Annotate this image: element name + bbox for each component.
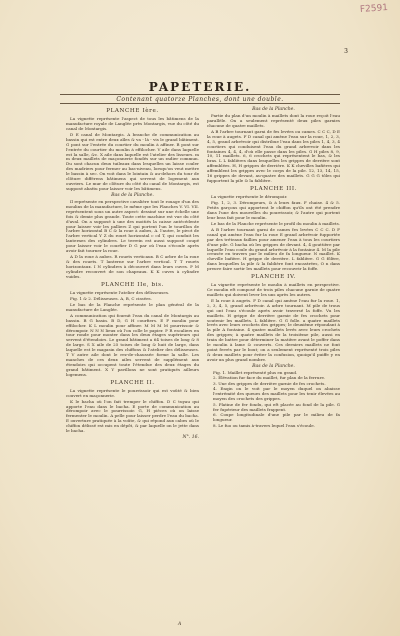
left-column <box>66 106 199 442</box>
signature-mark: A <box>178 622 182 627</box>
paragraph: Partie du plan d'un moulin à maillets dont la roue reçoit l'eau parallèle. On a seulement représenté deux piles garnies chacune de quatre maillets. <box>207 113 340 128</box>
section-heading: PLANCHE IV. <box>250 274 297 281</box>
paragraph: La vignette représente le pourrissoir qui est voûté & bien couvert en maçonnerie. <box>66 387 199 398</box>
paragraph: Le bas de la Planche représente le profil du moulin à maillets. <box>211 220 340 226</box>
paragraph: La vignette représente le moulin à maillets en perspective. Ce moulin eft composé de trois piles chacune garnie de quatre maillets qui doivent lever les uns après les autres. <box>207 282 340 297</box>
paragraph: Fig. 1, 2, 3. Dérompeurs, & à leurs faux. F chaise. 4 & 5. Petits garçons qui apportent le chiffon qu'ils ont été prendre dans l'une des mouvelles du pourrissoir, & l'autre qui portent leur bras fait pour le moulin. <box>207 199 340 220</box>
paragraph: La vignette représente l'aspect de tous les bâtimens de la manufacture royale de Langlée près Montargis, vue du côté du canal de Montargis. <box>66 116 199 131</box>
paragraph: A D la roue à aubes. R rouets verticaux. B C arbre de la roue & des rouets. T lanterne sur l'arbre vertical. T T rouets horizontaux. I N cylindres à découvert dans leurs cuves. P M cylindre recouvert de son chapeaux. K K cuves à cylindre vuides. <box>66 254 199 279</box>
paragraph: K le bacha où l'on fait tremper le chiffon. D C tuyau qui apporte l'eau dans le bacha. E porte de communication au dérompoir avec le pourrissoir. G, H pièces où on laisse fermenter le moulin. A pelle pour laisser perdre l'eau du bacha. E ouverture pratiquée à la voûte, & qui répond aux cabes où le chiffon délissé est mis en dépôt, & par laquelle on le jette dans le bacha. <box>66 398 199 434</box>
legend-item: 3. Une des grippes de derrière garnie de fes crochets. <box>213 380 326 386</box>
legend-list <box>207 371 340 429</box>
right-column <box>207 106 340 429</box>
paragraph: La vignette représente l'atelier des délisseuses. <box>70 289 170 295</box>
page-subtitle: Contenant quatorze Planches, dont une double. <box>116 96 284 103</box>
legend-item: 5. Platine de fer fondu, qui eft placée au fond de la pile. G fer fupérieur des maillets frappent. <box>213 401 340 412</box>
paragraph: Il représente en perspective cavalière tout le rouage d'un des moulins de la manufacture, le même que les Planches V. VI. VII. représentent sous un autre aspect: dessiné sur une échelle une fois & demie plus grande. Toute cette machine est vue du côté d'aval. On a supposé à une des moitiés la caisse antécédente pour laisser voir les palliers Z qui portent l'un le tourillon de l'arbre horizontal B C & la roue à aubes, A. l'autre, le pivot de l'arbre vertical Y Z du rouet horizontal c cd T, qui conduit les lanternes des cylindres. Le terrein est aussi supposé coupé pour laisser voir le courfier D G par où l'eau s'écoule après avoir fait tourner la roue. <box>66 198 199 254</box>
title-rule <box>60 94 340 95</box>
paragraph: E la roue à augets. F D canal qui amène l'eau fur la roue. 1, 2, 3, 4, 5, grand arbrévoir. A arbre tournant. M pile de trous qui ont l'eau s'écoule après avoir traversé la foffe. Vu les maillets. H grippe de derrière garnie de fes crochets pour soutenir les maillets. L fablière. G G folle. a quatre maillets levés avec leurs crochets des grippes; le deuxième répondant à la pile A fontaine. 4 quatre maillets levés avec leurs crochets des grippes; à quatre maillets de la troisième pile, aussi en train de battre pour déterminer la matière avant le poffer dans le moulin à lame & couverts. Ces derniers maillets ne font point ferrés par le bout; on a seulement représenté trois piles & deux maillets pour éviter la confusion, quoiqu'il puiffe y en avoir un plus grand nombre. <box>207 297 340 362</box>
paragraph: A communication qui fournit l'eau du canal de Montargis au bassin. B G basin. B D, G H courfiers. E F moulin pour effilocher. K L moulin pour affiner. M M M M pourrissoir & dérompoir. N N N lieux où l'on colle le papier. P R escaliers en tour ronde pour monter dans les deux étages supérieurs qui servent d'étendoirs. Le grand bâtiment a 64 toises de long & 8 de large. S X aile de 25 toises de long & huit de large, dans laquelle est le magasin des chiffons & l'atelier des délisseuses. T V autre aile dont le rez-de-chaussée forme la salle. Les manches de ces deux ailes servent de supplément aux étendoirs qui occupent toute l'étendue des deux étages du grand bâtiment. X Y pavillons ne sont pratiqués ailleurs logemens. <box>66 312 199 377</box>
paragraph: A B l'arbre tournant garni de fes levées ou cames. C C C, D E la roue à augets. F D canal qui amène l'eau sur la roue, 1, 2, 3, 4, 5, grand arbrévoir qui distribue l'eau dans les piles 1, 4, 3, 4 courtiers qui conduisent l'eau du grand arbrevoir dans les fontaines 4, 4, 4, d'où elle passe dans les piles. G H piles 8, 9, 10, 11 maillets. 6, 6 crochets qui représentent le bas, & les bras. L L fablières dans lesquelles les grippes de derrière sont affemblées. H, H grippes de derrière. K K chevilles bafières qui affemblent les grippes avec le corps de la pile. 12, 13, 14, 15, 16 grippes de devant, au-quatre des maillets. G G G tôles qui fupportent la pile & la fablière. <box>207 128 340 183</box>
page-title: PAPETERIE. <box>148 80 252 94</box>
paragraph: Le bas de la Planche représente le plan général de la manufacture de Langlée. <box>66 301 199 312</box>
legend-item: 6. Coupe longitudinale d'une pile par le milieu de fa longueur. <box>213 412 340 423</box>
section-subheading: Bas de la Planche. <box>111 192 154 198</box>
section-subheading: Bas de la Planche. <box>252 107 295 112</box>
section-subheading: Bas de la Planche. <box>252 363 295 369</box>
subtitle-rule <box>60 103 340 104</box>
page-number: 3 <box>344 48 348 55</box>
legend-item: Fig. 1. Maillet représenté plus en grand. <box>213 369 298 375</box>
section-heading: PLANCHE IIe, bis. <box>101 281 164 288</box>
section-heading: PLANCHE III. <box>249 185 298 192</box>
legend-item: 2. Élévation fur face du maillet, fur plan de la ferrure. <box>213 375 326 381</box>
section-heading: PLANCHE Ière. <box>106 108 159 114</box>
legend-item: 4. Enqin on le voit par le moyen duquel on abaisse l'extrémité des queues des maillets pour les tenir élevées au moyen des crochets des grippes. <box>213 386 340 402</box>
catalog-stamp: F2591 <box>359 3 389 15</box>
paragraph: D E canal de Montargis. A branche de communication au bassin qui est entre deux aîles & va - là - vis le grand bâtiment. G pont sur l'entrée du courtier du moulin à affiner. B pont sur l'entrée du courtier du moulin à effilocher. V aile dans laquelle est la salle, &c. X aile dans laquelle est l'atelier des lisseurs. m m deux maillets de maçonnerie fondés sur un radier commun. Du sont chacun deux tuileaux dans lesquelles un laisse couler des madriers pour fermer au bas-niveau, lorsqu'on veut mettre le bassin à sec. On voit dans le lointain & au-dehors du tour de clôture différens bâtimens qui servent de logement aux ouvriers. Le mur de clôture du côté du canal de Montargis, est supposé abattu pour laisser voir les bâtimens. <box>66 131 199 191</box>
paragraph: Fig. 1 & 2. Délisseuses. A, B, C cissées. <box>70 295 152 301</box>
paragraph: A B l'arbre tournant garni de cames fes levées C C C. D F canal qui amène l'eau fur la roue E grand arbrévoir fupportée par des tréteaux faillies pour amener l'eau à tous les courtiers d'une pile. G bacha où les grippes de devant. 4, 4 gouttière par laquelle l'eau coule du grand arbrévoir à la fontaine 4. M la pile creusée en travers par le milieu de fa longueur. N maillet. K cheville bafière. H grippe de derrière. L fablière. G G fôlère, dans lesquelles la pile & la fablière font encastrées, O n dans preuve faire sortir les maillets pour recouvrir la foffe. <box>207 226 340 272</box>
section-heading: PLANCHE II. <box>110 379 155 386</box>
legend-item: 8. Le fuo ou tamis à-travers lequel l'eau s'écoule. <box>213 422 315 428</box>
footer-number: N°. 16. <box>182 435 199 441</box>
paragraph: La vignette représente le dérompoir. <box>211 193 288 199</box>
